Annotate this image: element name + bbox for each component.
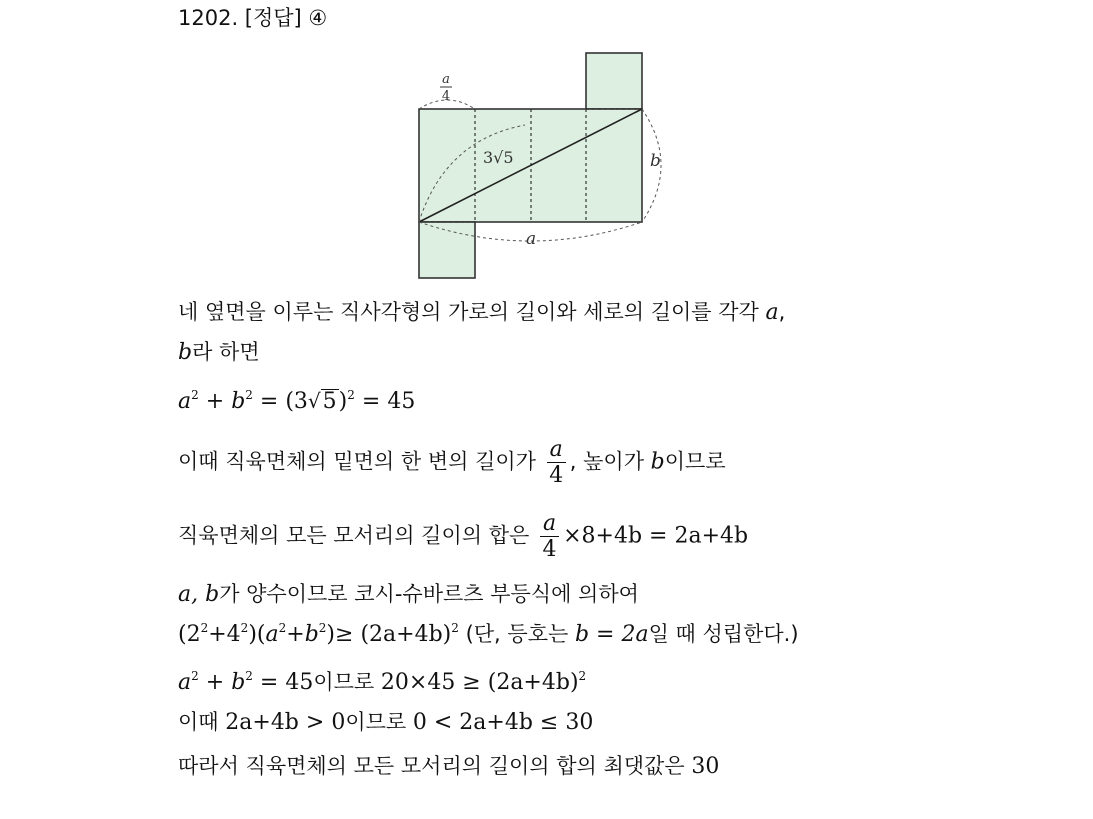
- line4-text: 이때 직육면체의 밑면의 한 변의 길이가: [178, 449, 536, 474]
- line4-mid: , 높이가: [569, 449, 644, 474]
- equality-cond: b = 2a: [574, 622, 649, 647]
- title-text: 1202. [정답] ④: [178, 6, 328, 30]
- value-45: 45: [387, 389, 416, 414]
- range-result: 0 < 2a+4b ≤ 30: [412, 710, 594, 735]
- label-a: a: [526, 229, 537, 249]
- line10-text: 따라서 직육면체의 모든 모서리의 길이의 합의 최댓값은: [178, 754, 685, 778]
- label-a-quarter-num: a: [442, 72, 450, 87]
- var-b: b: [178, 340, 193, 365]
- positive-cond: 2a+4b > 0: [225, 710, 346, 735]
- vars-a-b: a, b: [178, 582, 220, 607]
- line4-end: 이므로: [664, 449, 726, 474]
- net-bottom-face: [419, 222, 475, 278]
- label-b: b: [650, 151, 661, 171]
- text-line-4: [178, 438, 726, 487]
- line6-text: 가 양수이므로 코시-슈바르츠 부등식에 의하여: [219, 582, 639, 606]
- line7-end: 일 때 성립한다.): [648, 622, 799, 646]
- line1-text: 네 옆면을 이루는 직사각형의 가로의 길이와 세로의 길이를 각각: [178, 300, 759, 324]
- text-line-7: [178, 621, 799, 647]
- box-net-figure: [405, 45, 665, 285]
- line8-mid: 이므로: [313, 670, 375, 694]
- label-a-quarter-den: 4: [441, 89, 451, 104]
- problem-title: [178, 8, 327, 29]
- text-line-9: [178, 712, 593, 734]
- line7-cond: (단, 등호는: [465, 622, 569, 646]
- text-line-10: [178, 756, 719, 778]
- line5-text: 직육면체의 모든 모서리의 길이의 합은: [178, 523, 530, 548]
- var-b-2: b: [650, 449, 665, 475]
- line9-pre: 이때: [178, 710, 219, 734]
- equation-line-3: $a^2 + b^2 = (3√5)^2 = 45$: [178, 388, 416, 414]
- sqrt-arg: 5: [322, 389, 337, 414]
- line9-mid: 이므로: [345, 710, 407, 734]
- text-line-6: [178, 584, 639, 606]
- text-line-2: [178, 342, 260, 364]
- net-top-face: [586, 53, 642, 109]
- text-line-8: $a^2 + b^2 = 45$이므로 $20\times 45 \ge (2a+4b)^2$: [178, 669, 587, 695]
- var-a: a: [765, 300, 779, 325]
- fraction-a-over-4: $\frac{a}{4}$: [547, 438, 566, 487]
- cauchy-inequality: $(2^2+4^2)(a^2+b^2)\ge (2a+4b)^2$: [178, 621, 459, 647]
- sum-expression: ×8+4b = 2a+4b: [563, 523, 749, 549]
- label-diagonal: 3√5: [483, 148, 514, 167]
- line2-text: 라 하면: [192, 340, 260, 364]
- ineq-20x45: $20\times 45 \ge (2a+4b)^2$: [380, 669, 587, 695]
- fraction-a-over-4-b: $\frac{a}{4}$: [540, 512, 559, 561]
- text-line-5: [178, 512, 748, 561]
- text-line-1: 네 옆면을 이루는 직사각형의 가로의 길이와 세로의 길이를 각각 a,: [178, 300, 786, 325]
- max-value: 30: [691, 754, 720, 779]
